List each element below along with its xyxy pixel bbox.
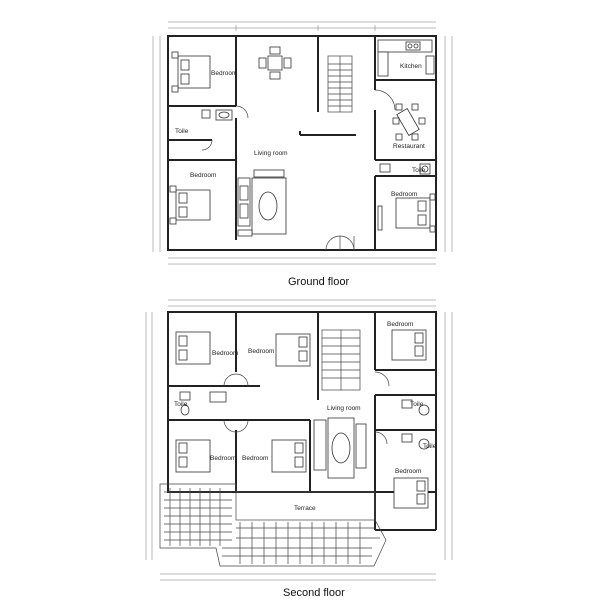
- room-label-bedroom-2: Bedroom: [190, 172, 217, 179]
- second-floor-title: Second floor: [283, 587, 345, 599]
- ground-restaurant-table: [393, 104, 425, 140]
- room-label-toile-2: Toile: [412, 167, 426, 174]
- ground-main-door: [326, 236, 354, 250]
- room-label-toile-2: Toile: [410, 401, 424, 408]
- ground-bedroom-1-bed: [172, 52, 210, 92]
- room-label-bedroom-3: Bedroom: [391, 191, 418, 198]
- second-bedroom-4-bed: [176, 440, 210, 472]
- ground-living-sofa-set: [238, 170, 286, 236]
- room-label-living-room: Living room: [254, 150, 288, 157]
- room-label-bedroom-5: Bedroom: [242, 455, 269, 462]
- room-label-toile-3: Toile: [423, 443, 437, 450]
- terrace-area: [160, 484, 386, 566]
- room-label-toile-1: Toile: [174, 401, 188, 408]
- second-bedroom-3-bed: [392, 330, 426, 360]
- second-bedroom-5-bed: [272, 440, 306, 472]
- ground-bedroom-3-bed: [378, 194, 435, 232]
- second-bedroom-1-bed: [176, 332, 210, 364]
- second-bedroom-6-bed: [394, 478, 428, 508]
- room-label-kitchen: Kitchen: [400, 63, 422, 70]
- ground-bedroom-2-bed: [170, 186, 210, 224]
- second-floor-stairs: [322, 330, 360, 390]
- ground-kitchen-counter: [378, 40, 434, 76]
- ground-floor-stairs: [328, 56, 352, 112]
- room-label-bedroom-1: Bedroom: [211, 70, 238, 77]
- ground-dining-set: [259, 47, 291, 79]
- room-label-toile-1: Toile: [175, 128, 189, 135]
- second-bedroom-2-bed: [276, 334, 310, 366]
- ground-toilet-fixtures: [202, 110, 232, 120]
- room-label-bedroom-3: Bedroom: [387, 321, 414, 328]
- room-label-living-room: Living room: [327, 405, 361, 412]
- room-label-bedroom-2: Bedroom: [248, 348, 275, 355]
- room-label-bedroom-1: Bedroom: [212, 350, 239, 357]
- ground-floor-title: Ground floor: [288, 276, 350, 288]
- second-living-sofa-set: [314, 418, 366, 478]
- room-label-restaurant: Restaurant: [393, 143, 425, 150]
- ground-floor-plan: [153, 22, 452, 288]
- room-label-bedroom-6: Bedroom: [395, 468, 422, 475]
- room-label-bedroom-4: Bedroom: [210, 455, 237, 462]
- room-label-terrace: Terrace: [294, 505, 316, 512]
- second-floor-plan: [146, 300, 452, 599]
